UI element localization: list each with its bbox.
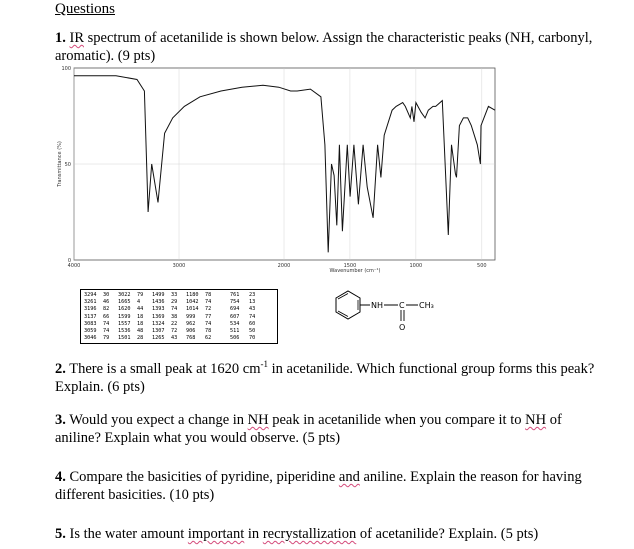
peak-table-cell: 72 [205, 306, 212, 313]
peak-table-cell: 78 [205, 292, 212, 298]
peak-table-cell: 18 [137, 320, 144, 327]
peak-table-column [118, 292, 131, 342]
peak-table-cell: 29 [171, 299, 178, 306]
ir-abbreviation: IR [69, 30, 84, 46]
question-1-number: 1. [55, 30, 66, 46]
peak-table-cell: 46 [103, 299, 110, 306]
ch3-label: CH₃ [419, 301, 434, 310]
peak-table-column [171, 292, 177, 342]
peak-table-cell: 3294 [84, 292, 97, 298]
x-tick-label: 2000 [277, 263, 291, 269]
peak-table-cell: 13 [249, 299, 256, 306]
and-term: and [338, 469, 360, 485]
peak-table-cell: 4 [137, 299, 141, 306]
x-tick-label: 1000 [409, 263, 423, 269]
peak-table-cell: 3059 [84, 328, 97, 335]
peak-table-cell: 1042 [186, 299, 199, 306]
question-5-number: 5. [55, 526, 66, 542]
question-5-text-b: of acetanilide? Explain. (5 pts) [359, 526, 539, 542]
peak-table-cell: 3046 [84, 335, 97, 342]
question-4-text-a: Compare the basicities of pyridine, piperidine [69, 469, 336, 485]
question-1-text: spectrum of acetanilide is shown below. Assign the characteristic peaks (NH, carbonyl, aromatic). (9 pts) [55, 30, 593, 64]
peak-table-cell: 77 [205, 313, 212, 320]
peak-table-cell: 1501 [118, 335, 131, 342]
peak-table-cell: 48 [137, 328, 144, 335]
peak-table-cell: 74 [205, 299, 212, 306]
question-5-text-a: Is the water amount [69, 526, 185, 542]
peak-table-cell: 3196 [84, 306, 97, 313]
peak-table-cell: 78 [205, 328, 212, 335]
in-term: in [247, 526, 260, 542]
question-2-text-a: There is a small peak at 1620 cm [69, 360, 261, 377]
peak-table-cell: 506 [230, 335, 240, 342]
question-2-number: 2. [55, 360, 66, 377]
question-4-text-b: aniline. Explain the reason for having different basicities. (10 pts) [55, 469, 582, 503]
question-3 [55, 411, 610, 447]
peak-table-cell: 62 [205, 335, 212, 342]
peak-table-cell: 1599 [118, 313, 131, 320]
peak-table-cell: 607 [230, 313, 240, 320]
benzene-ring [336, 291, 360, 319]
peak-table-cell: 70 [249, 335, 256, 342]
peak-table-cell: 23 [249, 292, 256, 298]
question-5 [55, 525, 610, 543]
peak-table-cell: 1393 [152, 306, 165, 313]
peak-table-cell: 74 [103, 320, 110, 327]
peak-table-cell: 30 [103, 292, 110, 298]
peak-table-cell: 1665 [118, 299, 131, 306]
important-term: important [187, 526, 245, 542]
peak-table-cell: 906 [186, 328, 196, 335]
y-tick-label: 0 [67, 258, 71, 264]
superscript: -1 [260, 359, 269, 369]
peak-table-column [205, 292, 211, 342]
peak-table-column [103, 292, 109, 342]
x-tick-label: 1500 [343, 263, 357, 269]
question-3-number: 3. [55, 412, 66, 428]
peak-table-cell: 28 [137, 335, 144, 342]
peak-table-cell: 754 [230, 299, 240, 306]
y-axis-label: Transmittance (%) [57, 141, 63, 187]
peak-table-cell: 79 [103, 335, 110, 342]
oxygen-label: O [399, 323, 406, 332]
peak-table-cell: 66 [103, 313, 110, 320]
nh-term-2: NH [525, 412, 547, 428]
peak-table-cell: 1265 [152, 335, 165, 342]
acetanilide-structure [318, 288, 578, 346]
peak-table-cell: 33 [171, 292, 178, 298]
recrystallization-term: recrystallization [262, 526, 357, 542]
peak-table-cell: 79 [137, 292, 144, 298]
peak-table-column [186, 292, 199, 342]
peak-table-cell: 74 [103, 328, 110, 335]
peak-table-cell: 43 [249, 306, 256, 313]
peak-table-cell: 74 [249, 313, 256, 320]
peak-table-column [230, 292, 239, 342]
peak-table-cell: 74 [171, 306, 178, 313]
peak-table-cell: 1436 [152, 299, 165, 306]
peak-table-cell: 38 [171, 313, 178, 320]
peak-table-column [249, 292, 255, 342]
peak-table-cell: 1499 [152, 292, 165, 298]
peak-table-cell: 1620 [118, 306, 131, 313]
peak-table-cell: 18 [137, 313, 144, 320]
question-3-text-c: of aniline? Explain what you would observe. (5 pts) [55, 412, 562, 446]
peak-table-cell: 3022 [118, 292, 131, 298]
peak-table-column [137, 292, 143, 342]
peak-table-cell: 22 [171, 320, 178, 327]
peak-table-cell: 1014 [186, 306, 199, 313]
peak-table-cell: 44 [137, 306, 144, 313]
question-3-text-a: Would you expect a change in [69, 412, 245, 428]
peak-table-cell: 1324 [152, 320, 165, 327]
peak-table-cell: 1536 [118, 328, 131, 335]
peak-table-cell: 74 [205, 320, 212, 327]
peak-table-cell: 43 [171, 335, 178, 342]
peak-table-cell: 1180 [186, 292, 199, 298]
peak-table-cell: 1369 [152, 313, 165, 320]
peak-table-cell: 694 [230, 306, 240, 313]
peak-table-cell: 761 [230, 292, 240, 298]
nh-term-1: NH [247, 412, 269, 428]
x-tick-label: 3000 [172, 263, 186, 269]
peak-table-cell: 3261 [84, 299, 97, 306]
question-2-text-b: in acetanilide. Which functional group forms this peak? Explain. (6 pts) [55, 360, 595, 395]
peak-table [80, 289, 278, 344]
peak-table-cell: 999 [186, 313, 196, 320]
peak-table-cell: 1307 [152, 328, 165, 335]
y-tick-label: 100 [61, 66, 71, 72]
question-4-number: 4. [55, 469, 66, 485]
question-3-text-b: peak in acetanilide when you compare it to [272, 412, 522, 428]
page-heading: Questions [55, 1, 115, 17]
x-tick-label: 500 [477, 263, 487, 269]
peak-table-column [84, 292, 97, 342]
x-tick-label: 4000 [67, 263, 81, 269]
carbon-label: C [399, 301, 405, 310]
peak-table-cell: 962 [186, 320, 196, 327]
question-2 [55, 355, 610, 396]
nh-label: NH [371, 301, 383, 310]
peak-table-cell: 768 [186, 335, 196, 342]
question-1 [55, 29, 610, 65]
x-axis-label: Wavenumber (cm⁻¹) [329, 268, 381, 274]
peak-table-column [152, 292, 165, 342]
peak-table-cell: 50 [249, 328, 256, 335]
y-tick-label: 50 [64, 162, 71, 168]
peak-table-cell: 82 [103, 306, 110, 313]
question-4 [55, 468, 610, 504]
ir-spectrum-chart [55, 65, 500, 287]
peak-table-cell: 3083 [84, 320, 97, 327]
peak-table-cell: 1557 [118, 320, 131, 327]
peak-table-cell: 534 [230, 320, 240, 327]
peak-table-cell: 72 [171, 328, 178, 335]
peak-table-cell: 3137 [84, 313, 97, 320]
peak-table-cell: 60 [249, 320, 256, 327]
peak-table-cell: 511 [230, 328, 240, 335]
